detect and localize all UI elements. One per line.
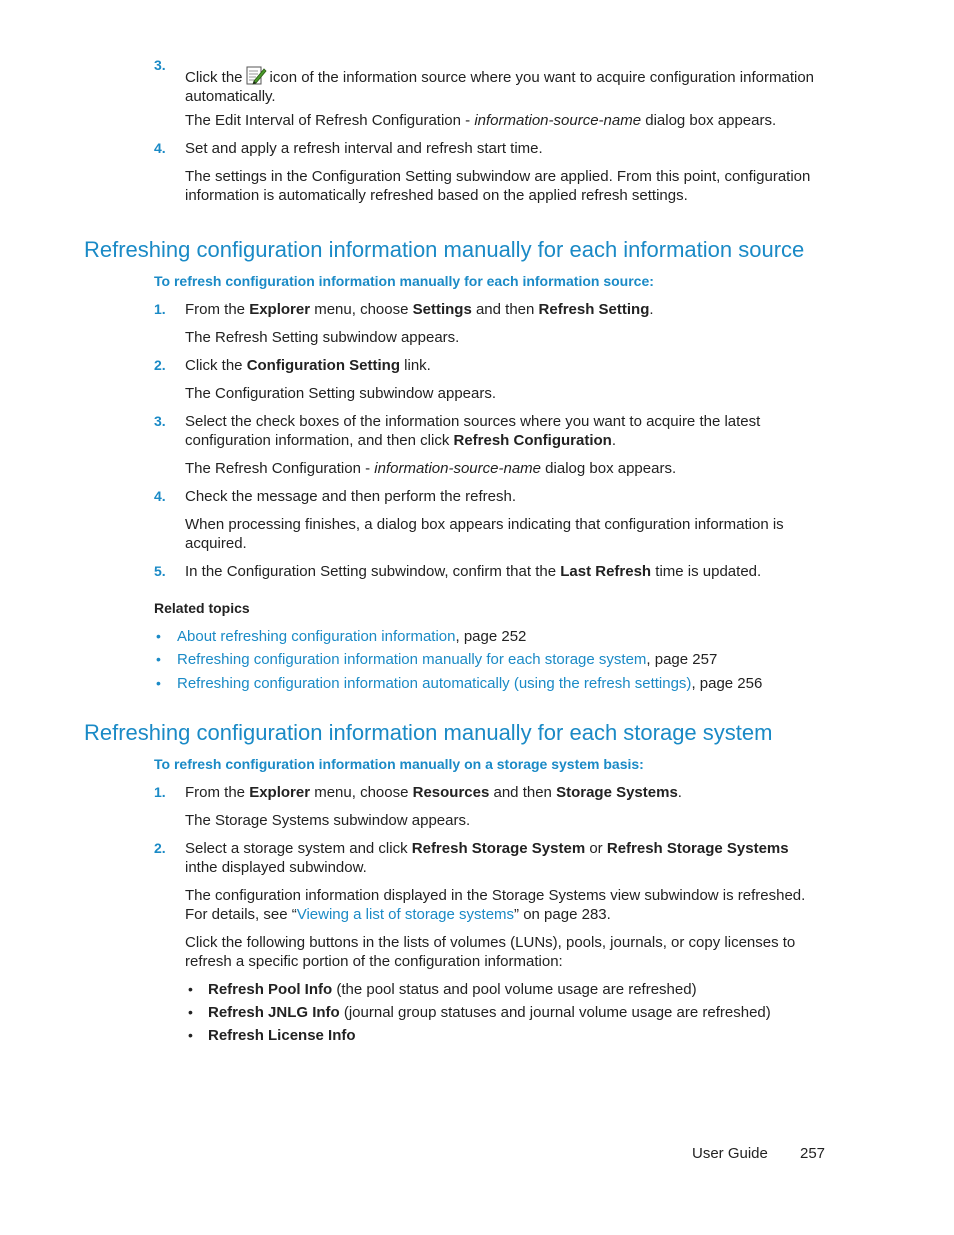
step-text-pre: Click the xyxy=(185,69,243,86)
step-text xyxy=(185,839,805,877)
step-text xyxy=(185,300,835,319)
text: For details, see “ xyxy=(185,906,297,923)
ui-term: Refresh Pool Info xyxy=(208,981,333,998)
step-note: The Refresh Setting subwindow appears. xyxy=(185,329,460,346)
text: Select the check boxes of the information sources where you want to acquire the latest configuration information, and then click xyxy=(185,413,761,449)
text: and then xyxy=(489,784,557,801)
section-heading: Refreshing configuration information manually for each information source xyxy=(84,237,805,262)
page-ref: , page 252 xyxy=(455,628,527,645)
button-description xyxy=(208,1026,356,1045)
text: or xyxy=(585,840,607,857)
step-number: 1. xyxy=(154,301,166,317)
text: The Refresh Configuration - xyxy=(185,460,375,477)
text: From the xyxy=(185,784,250,801)
text: . xyxy=(677,784,682,801)
page-ref: , page 257 xyxy=(646,651,718,668)
ui-term: Last Refresh xyxy=(560,563,652,580)
viewing-storage-systems-link[interactable]: Viewing a list of storage systems xyxy=(296,906,515,923)
related-topic-item xyxy=(177,674,762,693)
text: menu, choose xyxy=(310,784,413,801)
related-topics-title: Related topics xyxy=(154,600,250,616)
ui-term: Explorer xyxy=(249,784,311,801)
ui-term: Storage Systems xyxy=(556,784,678,801)
step-note: When processing finishes, a dialog box appears indicating that configuration information is acquired. xyxy=(185,516,784,552)
related-topic-item xyxy=(177,627,526,646)
text: . xyxy=(611,432,616,449)
note-text: dialog box appears. xyxy=(641,112,777,129)
text: inthe displayed subwindow. xyxy=(185,859,367,876)
step-number: 2. xyxy=(154,840,166,856)
step-number: 2. xyxy=(154,357,166,373)
text: (the pool status and pool volume usage are refreshed) xyxy=(332,981,697,998)
step-note: The Configuration Setting subwindow appears. xyxy=(185,385,497,402)
step-text xyxy=(185,412,785,450)
footer-guide-title: User Guide xyxy=(692,1145,768,1162)
note-text: The Edit Interval of Refresh Configuration - xyxy=(185,112,475,129)
related-link[interactable]: Refreshing configuration information automatically (using the refresh settings) xyxy=(177,675,692,692)
note-italic: information-source-name xyxy=(374,460,542,477)
related-topic-item xyxy=(177,650,717,669)
step-number: 4. xyxy=(154,140,166,156)
bullet: • xyxy=(188,1027,193,1043)
procedure-title: To refresh configuration information manually on a storage system basis: xyxy=(154,756,644,772)
ui-term: Settings xyxy=(412,301,472,318)
step-number: 5. xyxy=(154,563,166,579)
step-text: Set and apply a refresh interval and refresh start time. xyxy=(185,140,543,157)
text: In the Configuration Setting subwindow, confirm that the xyxy=(185,563,561,580)
ui-term: Refresh Storage System xyxy=(411,840,586,857)
ui-term: Refresh License Info xyxy=(208,1027,356,1044)
bullet: • xyxy=(188,1004,193,1020)
step-note xyxy=(185,111,835,130)
text: . xyxy=(649,301,654,318)
step-text: Check the message and then perform the refresh. xyxy=(185,488,517,505)
text: Select a storage system and click xyxy=(185,840,412,857)
procedure-title: To refresh configuration information manually for each information source: xyxy=(154,273,654,289)
step-text xyxy=(185,562,835,581)
step-number: 4. xyxy=(154,488,166,504)
ui-term: Explorer xyxy=(249,301,311,318)
ui-term: Configuration Setting xyxy=(246,357,400,374)
button-description xyxy=(208,980,697,999)
ui-term: Refresh JNLG Info xyxy=(208,1004,340,1021)
text: dialog box appears. xyxy=(541,460,677,477)
step-note: The configuration information displayed in the Storage Systems view subwindow is refreshed. xyxy=(185,887,806,904)
bullet: • xyxy=(156,651,161,667)
bullet: • xyxy=(188,981,193,997)
page-ref: , page 256 xyxy=(691,675,763,692)
step-note: The settings in the Configuration Setting subwindow are applied. From this point, configuration information is automatically refreshed based on the applied refresh settings. xyxy=(185,168,811,204)
related-link[interactable]: Refreshing configuration information manually for each storage system xyxy=(177,651,647,668)
text: link. xyxy=(400,357,431,374)
step-text xyxy=(185,64,835,106)
step-number: 3. xyxy=(154,57,166,73)
bullet: • xyxy=(156,628,161,644)
related-link[interactable]: About refreshing configuration information xyxy=(177,628,456,645)
text: and then xyxy=(471,301,539,318)
bullet: • xyxy=(156,675,161,691)
text: ” on page 283. xyxy=(514,906,611,923)
step-note xyxy=(185,905,835,924)
text: time is updated. xyxy=(651,563,762,580)
ui-term: Resources xyxy=(412,784,490,801)
text: From the xyxy=(185,301,250,318)
ui-term: Refresh Storage Systems xyxy=(606,840,789,857)
note-italic: information-source-name xyxy=(474,112,642,129)
text: (journal group statuses and journal volume usage are refreshed) xyxy=(339,1004,771,1021)
button-description xyxy=(208,1003,771,1022)
step-number: 3. xyxy=(154,413,166,429)
ui-term: Refresh Setting xyxy=(538,301,650,318)
text: Click the xyxy=(185,357,247,374)
step-text-post: icon of the information source where you want to acquire configuration information automatically. xyxy=(185,69,814,105)
text: menu, choose xyxy=(310,301,413,318)
step-note: Click the following buttons in the lists of volumes (LUNs), pools, journals, or copy licenses to refresh a specific portion of the configuration information: xyxy=(185,934,796,970)
edit-icon[interactable] xyxy=(245,64,267,86)
step-text xyxy=(185,783,835,802)
step-text xyxy=(185,356,835,375)
step-note xyxy=(185,459,835,478)
ui-term: Refresh Configuration xyxy=(453,432,612,449)
page-number: 257 xyxy=(800,1145,826,1162)
section-heading: Refreshing configuration information manually for each storage system xyxy=(84,720,773,745)
step-note: The Storage Systems subwindow appears. xyxy=(185,812,471,829)
step-number: 1. xyxy=(154,784,166,800)
